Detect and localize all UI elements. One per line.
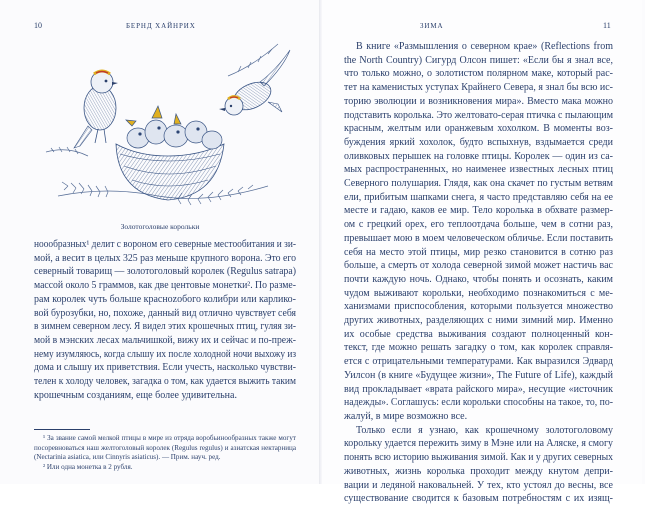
right-running-head: ЗИМА (420, 22, 444, 30)
right-text-line: Только если я узнаю, как крошечному золотоголовому (356, 424, 613, 436)
left-running-head: БЕРНД ХАЙНРИХ (126, 22, 196, 30)
right-text-line: ом с грецкий орех, его теплоотдача больше, чем в сотни раз, (344, 219, 613, 231)
left-text-line: мой в мэнских лесах мальчишкой, вижу их и сейчас и по-преж- (34, 334, 296, 346)
right-text-line: существование сводится к базовым потребностям с их изящ- (344, 493, 613, 505)
right-page-number: 11 (603, 21, 611, 30)
adult-kinglet-right-icon (219, 50, 290, 115)
left-page-number: 10 (34, 21, 42, 30)
right-text-line: вид прокладывает «врата райского мира», несущие «источник (344, 383, 613, 395)
right-text-line: себя на место этой птицы, мир резко становится в сотню раз (344, 246, 613, 258)
right-text-line: вации и ледяной наковальней. У тех, кто устоял до весны, все (344, 479, 613, 491)
kinglets-nest-illustration (28, 36, 298, 218)
right-body-text (344, 40, 613, 506)
right-text-line: Уилсон (в книге «Будущее жизни», The Future of Life), каждый (344, 369, 613, 381)
right-text-line: надежды». Соглашусь: если корольки способны на такое, то, по- (344, 397, 613, 409)
right-text-line: животных, жизнь королька проходит между кнутом депри- (344, 465, 613, 477)
illustration-caption: Золотоголовые корольки (120, 222, 200, 231)
right-text-line: В книге «Размышления о северном крае» (Reflections from (356, 41, 613, 52)
left-text-line: рам королек чуть больше красноzобого колибри или карлико- (34, 293, 296, 305)
right-text-line: жалуй, в мире возможно все. (344, 410, 468, 422)
right-text-line: их особые средства выживания создают полноценный кон- (344, 328, 613, 340)
right-text-line: красным, желтым или оранжевым хохолком. В моменты воз- (344, 123, 613, 135)
right-text-line: корольку удается пережить зиму в Мэне или на Аляске, я смогу (344, 438, 613, 450)
right-text-line: мых распространенных, но наименее известных лесных птиц (344, 164, 613, 176)
right-text-line: оливковых перышек на головке птицы. Королек — один из са- (344, 150, 613, 162)
left-body-text (34, 238, 296, 402)
left-text-line: ноообразных¹ делит с вороном его северные местообитания и зи- (34, 239, 296, 250)
right-text-line: месте и гадаю, каков ее мир. Тело королька в обхвате размер- (344, 205, 613, 217)
left-text-line: мой, а весит в целых 325 раз меньше крупного ворона. Это его (34, 252, 296, 264)
left-text-line: массой около 5 граммов, как две центовые монетки². По разме- (34, 280, 296, 292)
right-text-line: торию эволюции и возникновения мира». Вместо мака можно (344, 95, 613, 107)
left-text-line: вой бурозубки, но, похоже, данный вид отлично чувствует себя (34, 307, 296, 319)
right-text-line: тет на каменистых уступах Крайнего Севера, я знал бы всю ис- (344, 82, 613, 94)
left-text-line: северный товарищ — золотоголовый королек (Regulus satrapa) (34, 266, 296, 278)
right-text-line: буждения яркий хохолок, будто вспыхнув, вздымается среди (344, 136, 613, 148)
footnote-rule (34, 429, 90, 430)
right-page (322, 0, 642, 505)
footnote: ² Или одна монетка в 2 рубля. (43, 462, 133, 471)
adult-kinglet-left-icon (74, 71, 118, 148)
right-text-line: почти каждую ночь. Однако, чтобы понять и осознать, каким (344, 273, 613, 285)
right-text-line: превышает мою в моем человеческом обличье. Если поставить (344, 232, 613, 244)
footnote: ¹ За звание самой мелкой птицы в мире из отряда воробьинообразных также могут посоревноваться наш желтоголовый королек (Regulus regulus) и азиатская нектарница (Nectarinia asiatica, или Cinnyris asiaticus). — Прим. науч. ред. (34, 434, 296, 461)
right-text-line: подставить королька. Это желтовато-серая птичка с пылающим (344, 109, 613, 121)
left-text-line: крошечным созданиям, еще более удивительна. (34, 389, 237, 401)
left-page (0, 0, 320, 484)
left-text-line: дома и слышу их приветствия. Если учесть, насколько чувстви- (34, 362, 296, 374)
right-text-line: the North Country) Сигурд Олсон пишет: «Если бы я знал все, (344, 54, 613, 66)
right-text-line: понять всю историю выживания зимой. Как и у других северных (344, 452, 613, 464)
footnotes (34, 434, 296, 472)
right-text-line: Северного полушария. Глядя, как она скачет по густым ветвям (344, 178, 613, 190)
nest-icon (116, 144, 224, 200)
right-text-line: что только можно, о золотистом полярном маке, который рас- (344, 68, 613, 80)
right-text-line: чудом выживают корольки, необходимо познакомиться с ме- (344, 287, 613, 299)
left-text-line: нему изумляюсь, когда слышу их после холодной ночи выхожу из (34, 348, 296, 360)
left-text-line: телен к холоду человек, загадка о том, как удается выжить таким (34, 376, 296, 388)
right-text-line: больше, а смерть от холода северной зимой может настичь вас (344, 260, 613, 272)
right-text-line: ели, прибитым шапками снега, я часто представляю себя на ее (344, 191, 613, 203)
right-text-line: ханизмами приспособления, которыми пользуется множество (344, 301, 613, 313)
right-text-line: других животных, разделяющих с ними зимний мир. Именно (344, 315, 613, 327)
chicks-icon (126, 106, 222, 149)
right-text-line: ется с отрицательными температурами. Как выразился Эдвард (344, 356, 613, 368)
left-text-line: в зимнем северном лесу. Я видел этих крошечных птиц, гуляя зи- (34, 321, 296, 333)
right-text-line: текст, где можно решать загадку о том, как королек справля- (344, 342, 613, 354)
